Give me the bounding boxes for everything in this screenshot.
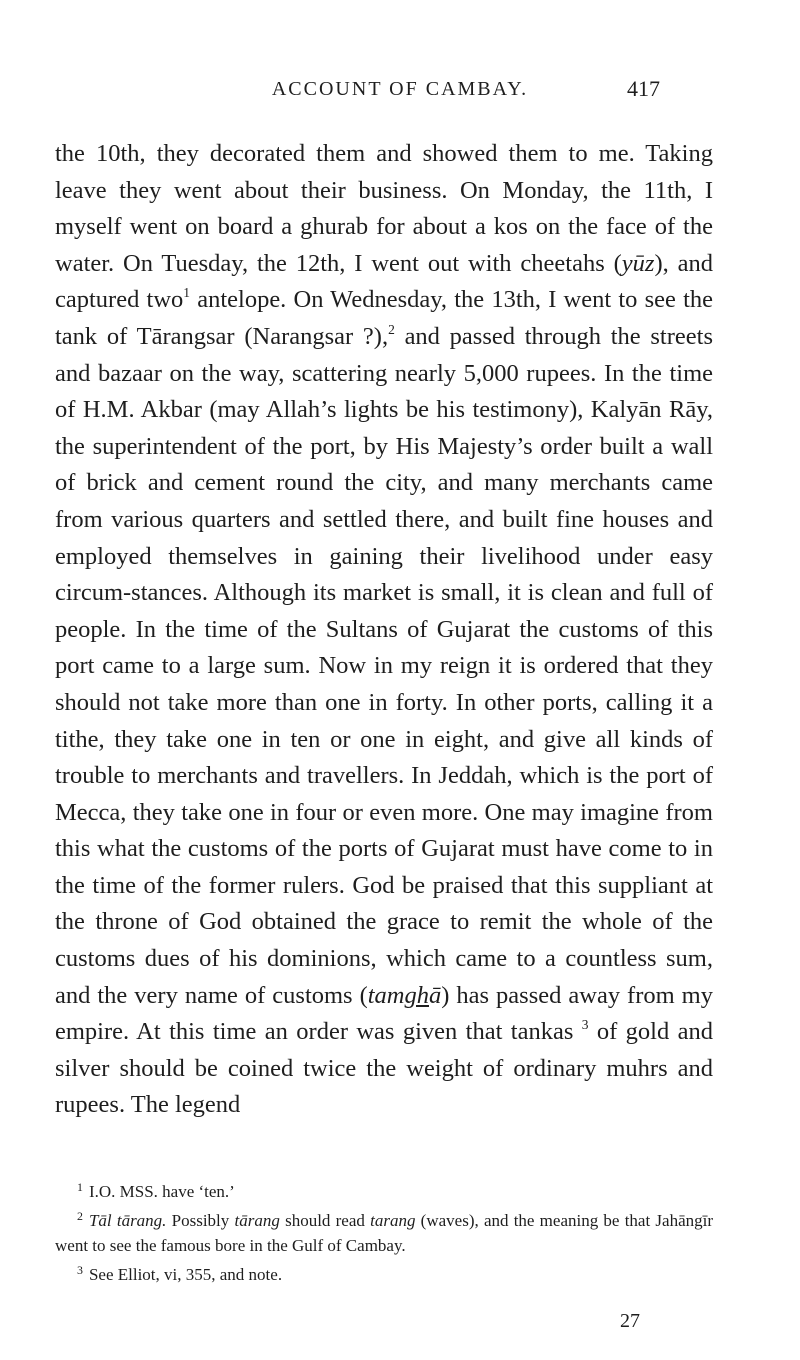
term-yuz: yūz — [621, 249, 655, 277]
footnote-ref-3[interactable]: 3 — [581, 1017, 589, 1033]
term-tamgha: tamghā — [367, 981, 442, 1009]
footnote-number: 3 — [77, 1262, 83, 1277]
footnote-ref-2[interactable]: 2 — [388, 321, 395, 337]
body-text — [55, 136, 713, 1124]
body-segment: and passed through the streets and bazaar on the way, scattering nearly 5,000 rupees. In the time of H.M. Akbar (may Allah’s lights be his testimony), Kalyān Rāy, the superintendent of the port, by His Majesty’s order built a wall of brick and cement round the city, and many merchants came from various quarters and settled there, and built fine houses and employed themselves in gaining their livelihood under easy circum-stances. Although its market is small, it is clean and full of people. In the time of the Sultans of Gujarat the customs of this port came to a large sum. Now in my reign it is ordered that they should not take more than one in forty. In other ports, calling it a tithe, they take one in ten or one in eight, and give all kinds of trouble to merchants and travellers. In Jeddah, which is the port of Mecca, they take one in four or even more. One may imagine from this what the customs of the ports of Gujarat must have come to in the time of the former rulers. God be praised that this suppliant at the throne of God obtained the grace to remit the whole of the customs dues of his dominions, which came to a countless sum, and the very name of customs ( — [55, 322, 713, 1009]
footnote-1: $^1$ I.O. MSS. have ‘ten.’ — [77, 1180, 235, 1201]
main-paragraph — [55, 136, 713, 1124]
running-title: ACCOUNT OF CAMBAY. — [271, 78, 529, 100]
footnotes — [55, 1175, 713, 1287]
body-segment: ) has passed away from my empire. At this time an order was given that tankas — [55, 981, 713, 1046]
page-number: 417 — [627, 76, 660, 101]
body-segment: antelope. On Wednesday, the 13th, I went to see the tank of Tārangsar (Narangsar ?), — [55, 286, 713, 350]
footnote-number: 1 — [77, 1180, 83, 1194]
footnote-number: 2 — [77, 1208, 83, 1223]
footnote-2: $^2$ Tāl tārang. Possibly tārang should read tarang (waves), and the meaning be that Jahāngīr went to see the famous bore in the Gulf of Cambay. — [55, 1208, 713, 1255]
signature-mark: 27 — [620, 1310, 640, 1332]
body-segment: ), and captured two — [55, 249, 713, 314]
footnote-ref-1[interactable]: 1 — [183, 285, 191, 301]
body-segment: the 10th, they decorated them and showed them to me. Taking leave they went about their business. On Monday, the 11th, I myself went on board a ghurab for about a kos on the face of the water. On Tuesday, the 12th, I went out with cheetahs ( — [55, 140, 713, 277]
footnote-3: $^3$ See Elliot, vi, 355, and note. — [77, 1262, 283, 1284]
body-segment: of gold and silver should be coined twice the weight of ordinary muhrs and rupees. The legend — [55, 1018, 713, 1119]
